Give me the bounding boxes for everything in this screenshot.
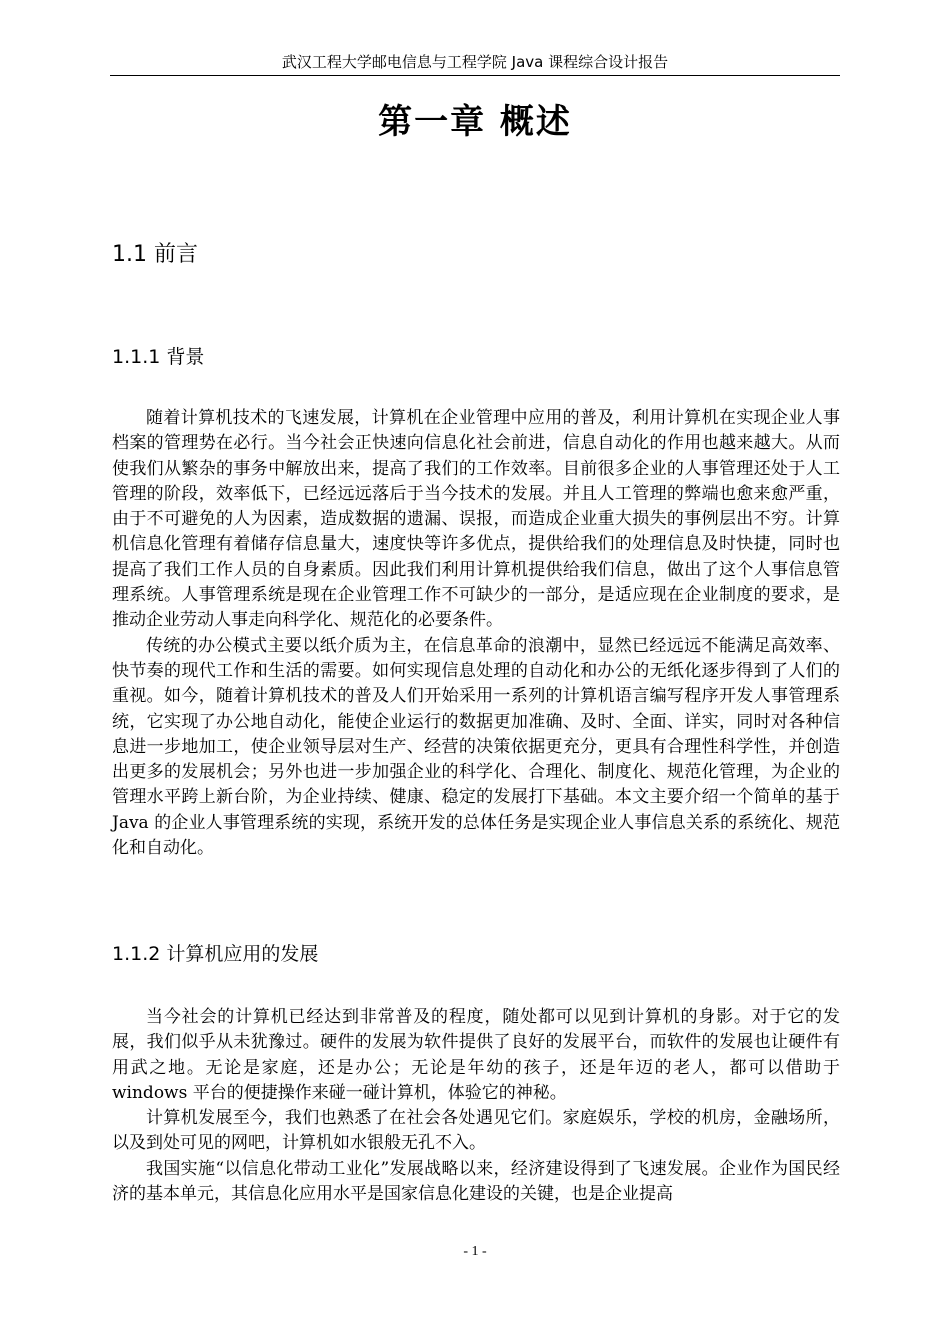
running-header: 武汉工程大学邮电信息与工程学院 Java 课程综合设计报告 [281, 53, 669, 71]
section-heading-1-1-1: 1.1.1 背景 [112, 346, 205, 368]
paragraph: 我国实施“以信息化带动工业化”发展战略以来，经济建设得到了飞速发展。企业作为国民经济的基本单元，其信息化应用水平是国家信息化建设的关键，也是企业提高 [112, 1158, 840, 1205]
section-body-1-1-2 [112, 1005, 840, 1207]
paragraph: 随着计算机技术的飞速发展，计算机在企业管理中应用的普及，利用计算机在实现企业人事档案的管理势在必行。当今社会正快速向信息化社会前进，信息自动化的作用也越来越大。从而使我们从繁杂的事务中解放出来，提高了我们的工作效率。目前很多企业的人事管理还处于人工管理的阶段，效率低下，已经远远落后于当今技术的发展。并且人工管理的弊端也愈来愈严重，由于不可避免的人为因素，造成数据的遗漏、误报，而造成企业重大损失的事例层出不穷。计算机信息化管理有着储存信息量大，速度快等许多优点，提供给我们的处理信息及时快捷，同时也提高了我们工作人员的自身素质。因此我们利用计算机提供给我们信息，做出了这个人事信息管理系统。人事管理系统是现在企业管理工作不可缺少的一部分，是适应现在企业制度的要求，是推动企业劳动人事走向科学化、规范化的必要条件。 [112, 408, 840, 631]
paragraph: 计算机发展至今，我们也熟悉了在社会各处遇见它们。家庭娱乐，学校的机房，金融场所，以及到处可见的网吧，计算机如水银般无孔不入。 [112, 1108, 840, 1154]
section-body-1-1-1 [112, 406, 840, 861]
paragraph: 当今社会的计算机已经达到非常普及的程度，随处都可以见到计算机的身影。对于它的发展，我们似乎从未犹豫过。硬件的发展为软件提供了良好的发展平台，而软件的发展也让硬件有用武之地。无论是家庭，还是办公；无论是年幼的孩子，还是年迈的老人，都可以借助于 windows 平台的便捷操作来碰一碰计算机，体验它的神秘。 [112, 1007, 840, 1103]
section-heading-1-1: 1.1 前言 [112, 242, 198, 267]
header-rule [110, 75, 840, 76]
chapter-title: 第一章 概述 [378, 102, 572, 142]
section-heading-1-1-2: 1.1.2 计算机应用的发展 [112, 943, 319, 965]
page-number: - 1 - [463, 1244, 487, 1259]
paragraph: 传统的办公模式主要以纸介质为主，在信息革命的浪潮中，显然已经远远不能满足高效率、快节奏的现代工作和生活的需要。如何实现信息处理的自动化和办公的无纸化逐步得到了人们的重视。如今，随着计算机技术的普及人们开始采用一系列的计算机语言编写程序开发人事管理系统，它实现了办公地自动化，能使企业运行的数据更加准确、及时、全面、详实，同时对各种信息进一步地加工，使企业领导层对生产、经营的决策依据更充分，更具有合理性科学性，并创造出更多的发展机会；另外也进一步加强企业的科学化、合理化、制度化、规范化管理，为企业的管理水平跨上新台阶，为企业持续、健康、稳定的发展打下基础。本文主要介绍一个简单的基于 Java 的企业人事管理系统的实现，系统开发的总体任务是实现企业人事信息关系的系统化、规范化和自动化。 [112, 635, 840, 859]
